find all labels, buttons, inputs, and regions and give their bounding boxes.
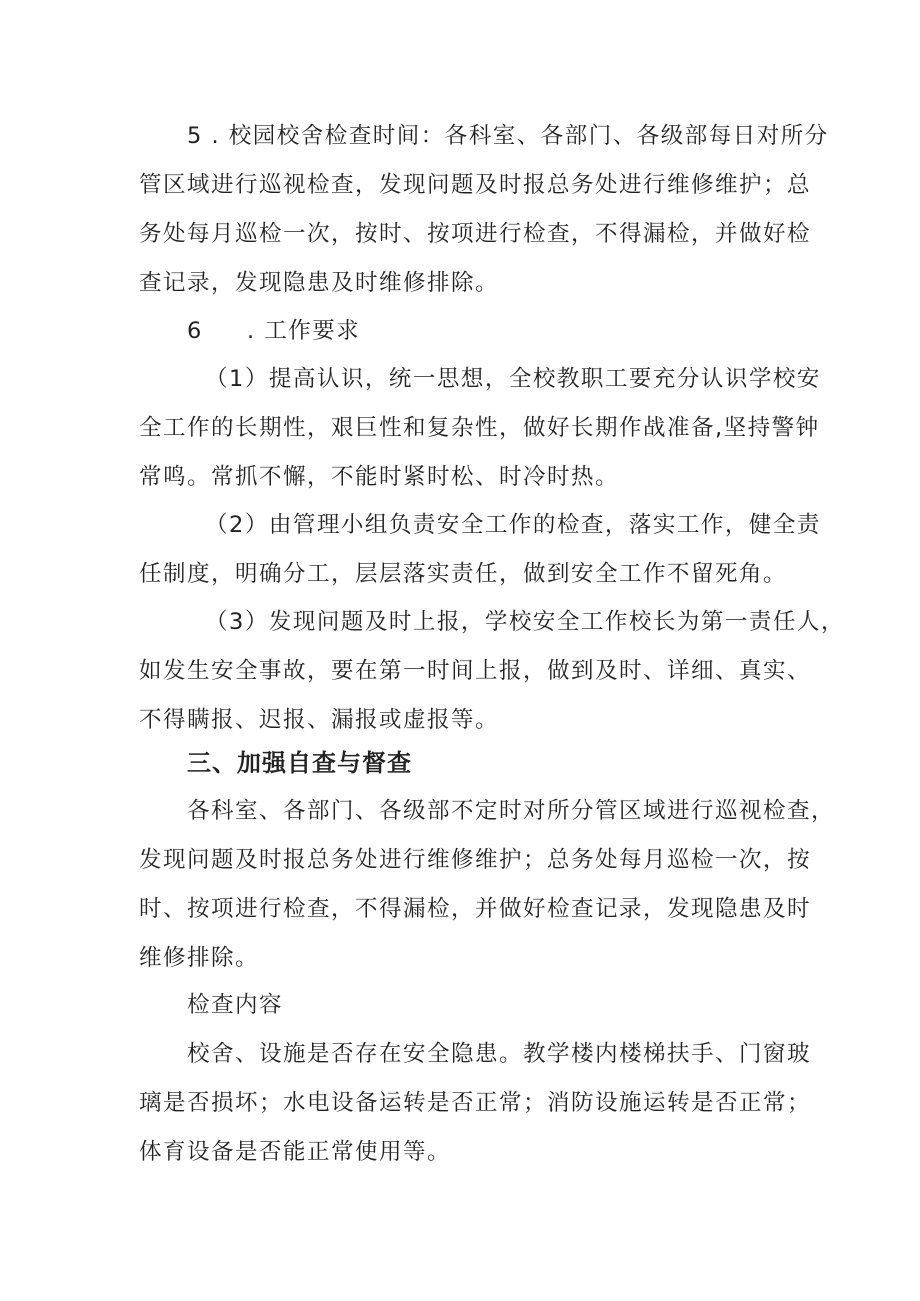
section3-heading: 三、加强自查与督查 (187, 749, 412, 777)
item5-line-4: 查记录，发现隐患及时维修排除。 (139, 270, 500, 296)
req2-line-1: （2）由管理小组负责安全工作的检查，落实工作，健全责 (205, 512, 821, 538)
req1-line-3: 常鸣。常抓不懈，不能时紧时松、时冷时热。 (139, 464, 620, 490)
req2-line-2: 任制度，明确分工，层层落实责任，做到安全工作不留死角。 (139, 561, 788, 587)
item5-line-1: 5 . 校园校舍检查时间：各科室、各部门、各级部每日对所分 (187, 123, 829, 149)
item5-line-2: 管区域进行巡视检查，发现问题及时报总务处进行维修维护；总 (139, 172, 812, 198)
section3-line-2: 发现问题及时报总务处进行维修维护；总务处每月巡检一次，按 (139, 847, 812, 873)
check-line-2: 璃是否损坏；水电设备运转是否正常；消防设施运转是否正常； (139, 1090, 812, 1116)
item6-title: . 工作要求 (247, 318, 361, 344)
check-title: 检查内容 (187, 992, 284, 1018)
req3-line-2: 如发生安全事故，要在第一时间上报，做到及时、详细、真实、 (139, 658, 812, 684)
check-line-1: 校舍、设施是否存在安全隐患。教学楼内楼梯扶手、门窗玻 (187, 1041, 812, 1067)
req1-line-2: 全工作的长期性，艰巨性和复杂性，做好长期作战准备,坚持警钟 (139, 415, 820, 441)
check-line-3: 体育设备是否能正常使用等。 (139, 1139, 452, 1165)
req1-line-1: （1）提高认识，统一思想，全校教职工要充分认识学校安 (205, 366, 821, 392)
item5-line-3: 务处每月巡检一次，按时、按项进行检查，不得漏检，并做好检 (139, 221, 812, 247)
section3-line-1: 各科室、各部门、各级部不定时对所分管区域进行巡视检查， (187, 798, 836, 824)
req3-line-3: 不得瞒报、迟报、漏报或虚报等。 (139, 707, 500, 733)
section3-line-4: 维修排除。 (139, 945, 260, 971)
item6-number: 6 (187, 318, 202, 344)
section3-line-3: 时、按项进行检查，不得漏检，并做好检查记录，发现隐患及时 (139, 896, 812, 922)
req3-line-1: （3）发现问题及时上报，学校安全工作校长为第一责任人， (205, 609, 845, 635)
